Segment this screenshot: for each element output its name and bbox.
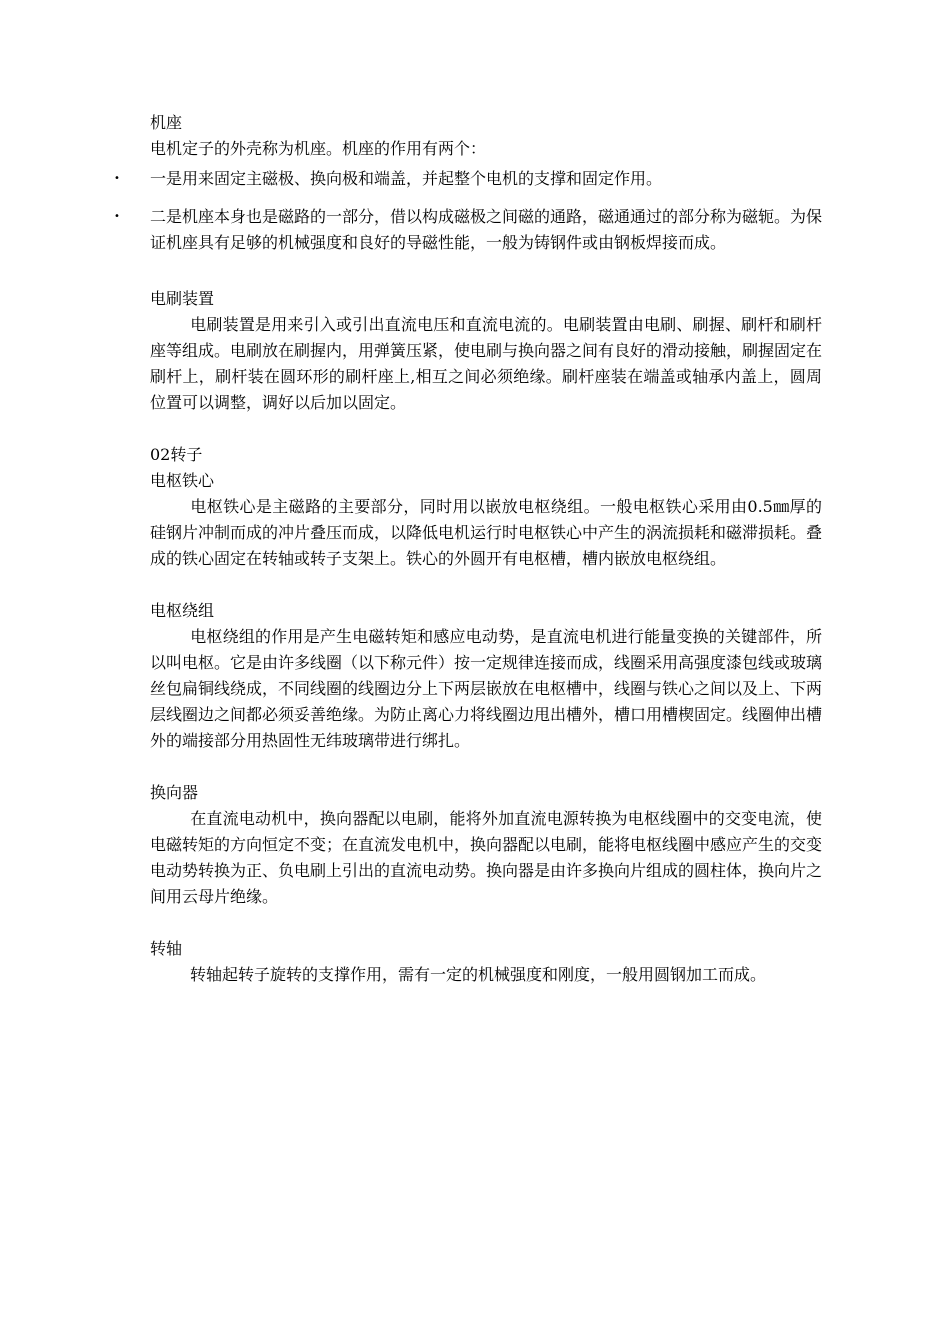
jizuo-bullet-2: • 二是机座本身也是磁路的一部分，借以构成磁极之间磁的通路，磁通通过的部分称为磁轭。为保证机座具有足够的机械强度和良好的导磁性能，一般为铸钢件或由钢板焊接而成。 [150,204,822,256]
tiexin-body-text: 电枢铁心是主磁路的主要部分，同时用以嵌放电枢绕组。一般电枢铁心采用由0.5㎜厚的硅钢片冲制而成的冲片叠压而成，以降低电机运行时电枢铁心中产生的涡流损耗和磁滞损耗。叠成的铁心固定在转轴或转子支架上。铁心的外圆开有电枢槽，槽内嵌放电枢绕组。 [150,497,823,568]
section-title-zhuanzhou: 转轴 [150,939,183,958]
tiexin-body [150,494,822,572]
dianshua-body [150,312,822,416]
zhuanzhou-body-text: 转轴起转子旋转的支撑作用，需有一定的机械强度和刚度，一般用圆钢加工而成。 [190,965,767,984]
dianshua-body-text: 电刷装置是用来引入或引出直流电压和直流电流的。电刷装置由电刷、刷握、刷杆和刷杆座等组成。电刷放在刷握内，用弹簧压紧，使电刷与换向器之间有良好的滑动接触，刷握固定在刷杆上，刷杆装在圆环形的刷杆座上,相互之间必须绝缘。刷杆座装在端盖或轴承内盖上，圆周位置可以调整，调好以后加以固定。 [150,315,823,412]
section-title-raozu: 电枢绕组 [150,601,215,620]
document-page [150,110,822,988]
jizuo-bullet-1: • 一是用来固定主磁极、换向极和端盖，并起整个电机的支撑和固定作用。 [150,166,822,192]
section-title-huanxiang: 换向器 [150,783,199,802]
section-title-tiexin: 电枢铁心 [150,471,215,490]
raozu-body-text: 电枢绕组的作用是产生电磁转矩和感应电动势，是直流电机进行能量变换的关键部件，所以叫电枢。它是由许多线圈（以下称元件）按一定规律连接而成，线圈采用高强度漆包线或玻璃丝包扁铜线绕成，不同线圈的线圈边分上下两层嵌放在电枢槽中，线圈与铁心之间以及上、下两层线圈边之间都必须妥善绝缘。为防止离心力将线圈边甩出槽外，槽口用槽楔固定。线圈伸出槽外的端接部分用热固性无纬玻璃带进行绑扎。 [150,627,823,750]
jizuo-intro: 电机定子的外壳称为机座。机座的作用有两个： [150,139,487,158]
huanxiang-body-text: 在直流电动机中，换向器配以电刷，能将外加直流电源转换为电枢线圈中的交变电流，使电磁转矩的方向恒定不变；在直流发电机中，换向器配以电刷，能将电枢线圈中感应产生的交变电动势转换为正、负电刷上引出的直流电动势。换向器是由许多换向片组成的圆柱体，换向片之间用云母片绝缘。 [150,809,823,906]
section-title-zhuanzi: 02转子 [150,445,203,464]
huanxiang-body [150,806,822,910]
raozu-body [150,624,822,754]
zhuanzhou-body [150,962,822,988]
section-title-jizuo: 机座 [150,113,183,132]
section-title-dianshua: 电刷装置 [150,289,215,308]
